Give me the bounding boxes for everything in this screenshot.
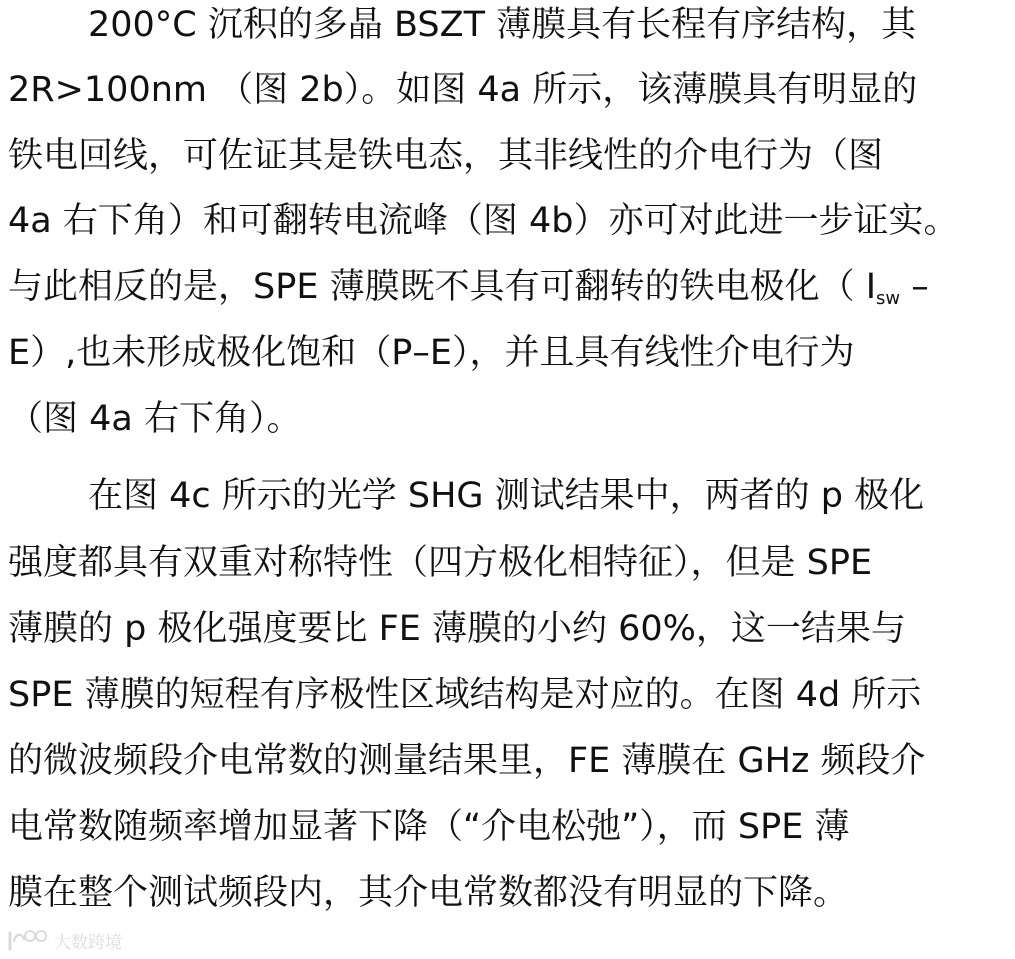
text-line: 在图 4c 所示的光学 SHG 测试结果中，两者的 p 极化 bbox=[88, 476, 925, 516]
text-line: 膜在整个测试频段内，其介电常数都没有明显的下降。 bbox=[8, 873, 849, 913]
text-line: 强度都具有双重对称特性（四方极化相特征），但是 SPE bbox=[8, 543, 873, 583]
text-line: E）,也未形成极化饱和（P–E），并且具有线性介电行为 bbox=[8, 333, 855, 373]
text-line: 电常数随频率增加显著下降（“介电松弛”），而 SPE 薄 bbox=[8, 807, 850, 847]
watermark bbox=[6, 926, 122, 954]
text-fragment: 与此相反的是，SPE 薄膜既不具有可翻转的铁电极化（ I bbox=[8, 267, 877, 307]
text-line: 2R>100nm （图 2b）。如图 4a 所示，该薄膜具有明显的 bbox=[8, 70, 918, 110]
text-line: 薄膜的 p 极化强度要比 FE 薄膜的小约 60%，这一结果与 bbox=[8, 609, 906, 649]
text-line: 铁电回线，可佐证其是铁电态，其非线性的介电行为（图 bbox=[8, 136, 884, 176]
text-line: SPE 薄膜的短程有序极性区域结构是对应的。在图 4d 所示 bbox=[8, 675, 922, 715]
subscript-text: sw bbox=[876, 288, 901, 309]
text-fragment: – bbox=[900, 267, 929, 307]
text-line: （图 4a 右下角）。 bbox=[8, 399, 302, 439]
text-line: 4a 右下角）和可翻转电流峰（图 4b）亦可对此进一步证实。 bbox=[8, 201, 959, 241]
text-line: 200°C 沉积的多晶 BSZT 薄膜具有长程有序结构，其 bbox=[88, 5, 917, 45]
logo-icon bbox=[6, 927, 50, 953]
text-line: 的微波频段介电常数的测量结果里，FE 薄膜在 GHz 频段介 bbox=[8, 741, 926, 781]
watermark-text: 大数跨境 bbox=[54, 932, 122, 953]
text-line bbox=[8, 254, 929, 320]
